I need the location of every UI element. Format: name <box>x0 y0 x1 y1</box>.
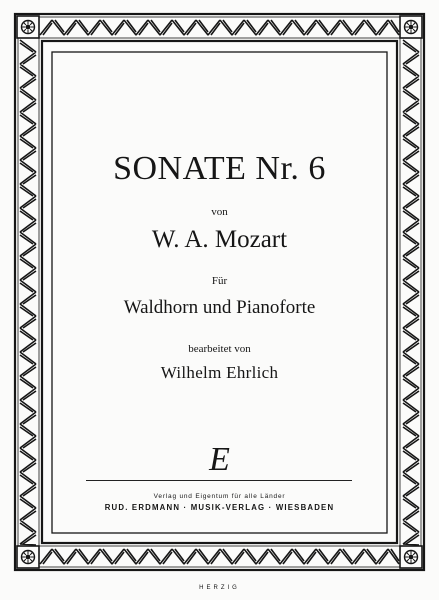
composer-name: W. A. Mozart <box>151 226 288 253</box>
instrumentation: Waldhorn und Pianoforte <box>123 297 316 318</box>
von-label: von <box>211 206 228 218</box>
fur-label: Für <box>211 275 228 287</box>
arranged-by-label: bearbeitet von <box>188 343 251 355</box>
sonata-title: SONATE Nr. 6 <box>113 150 326 187</box>
publisher-rights-line: Verlag und Eigentum für alle Länder <box>153 493 286 500</box>
publisher-name-line: RUD. ERDMANN · MUSIK-VERLAG · WIESBADEN <box>104 503 335 512</box>
arranger-name: Wilhelm Ehrlich <box>160 363 279 382</box>
publisher-logo: E <box>209 441 230 478</box>
divider-rule <box>86 480 352 481</box>
engraver-credit: HERZIG <box>199 585 240 591</box>
